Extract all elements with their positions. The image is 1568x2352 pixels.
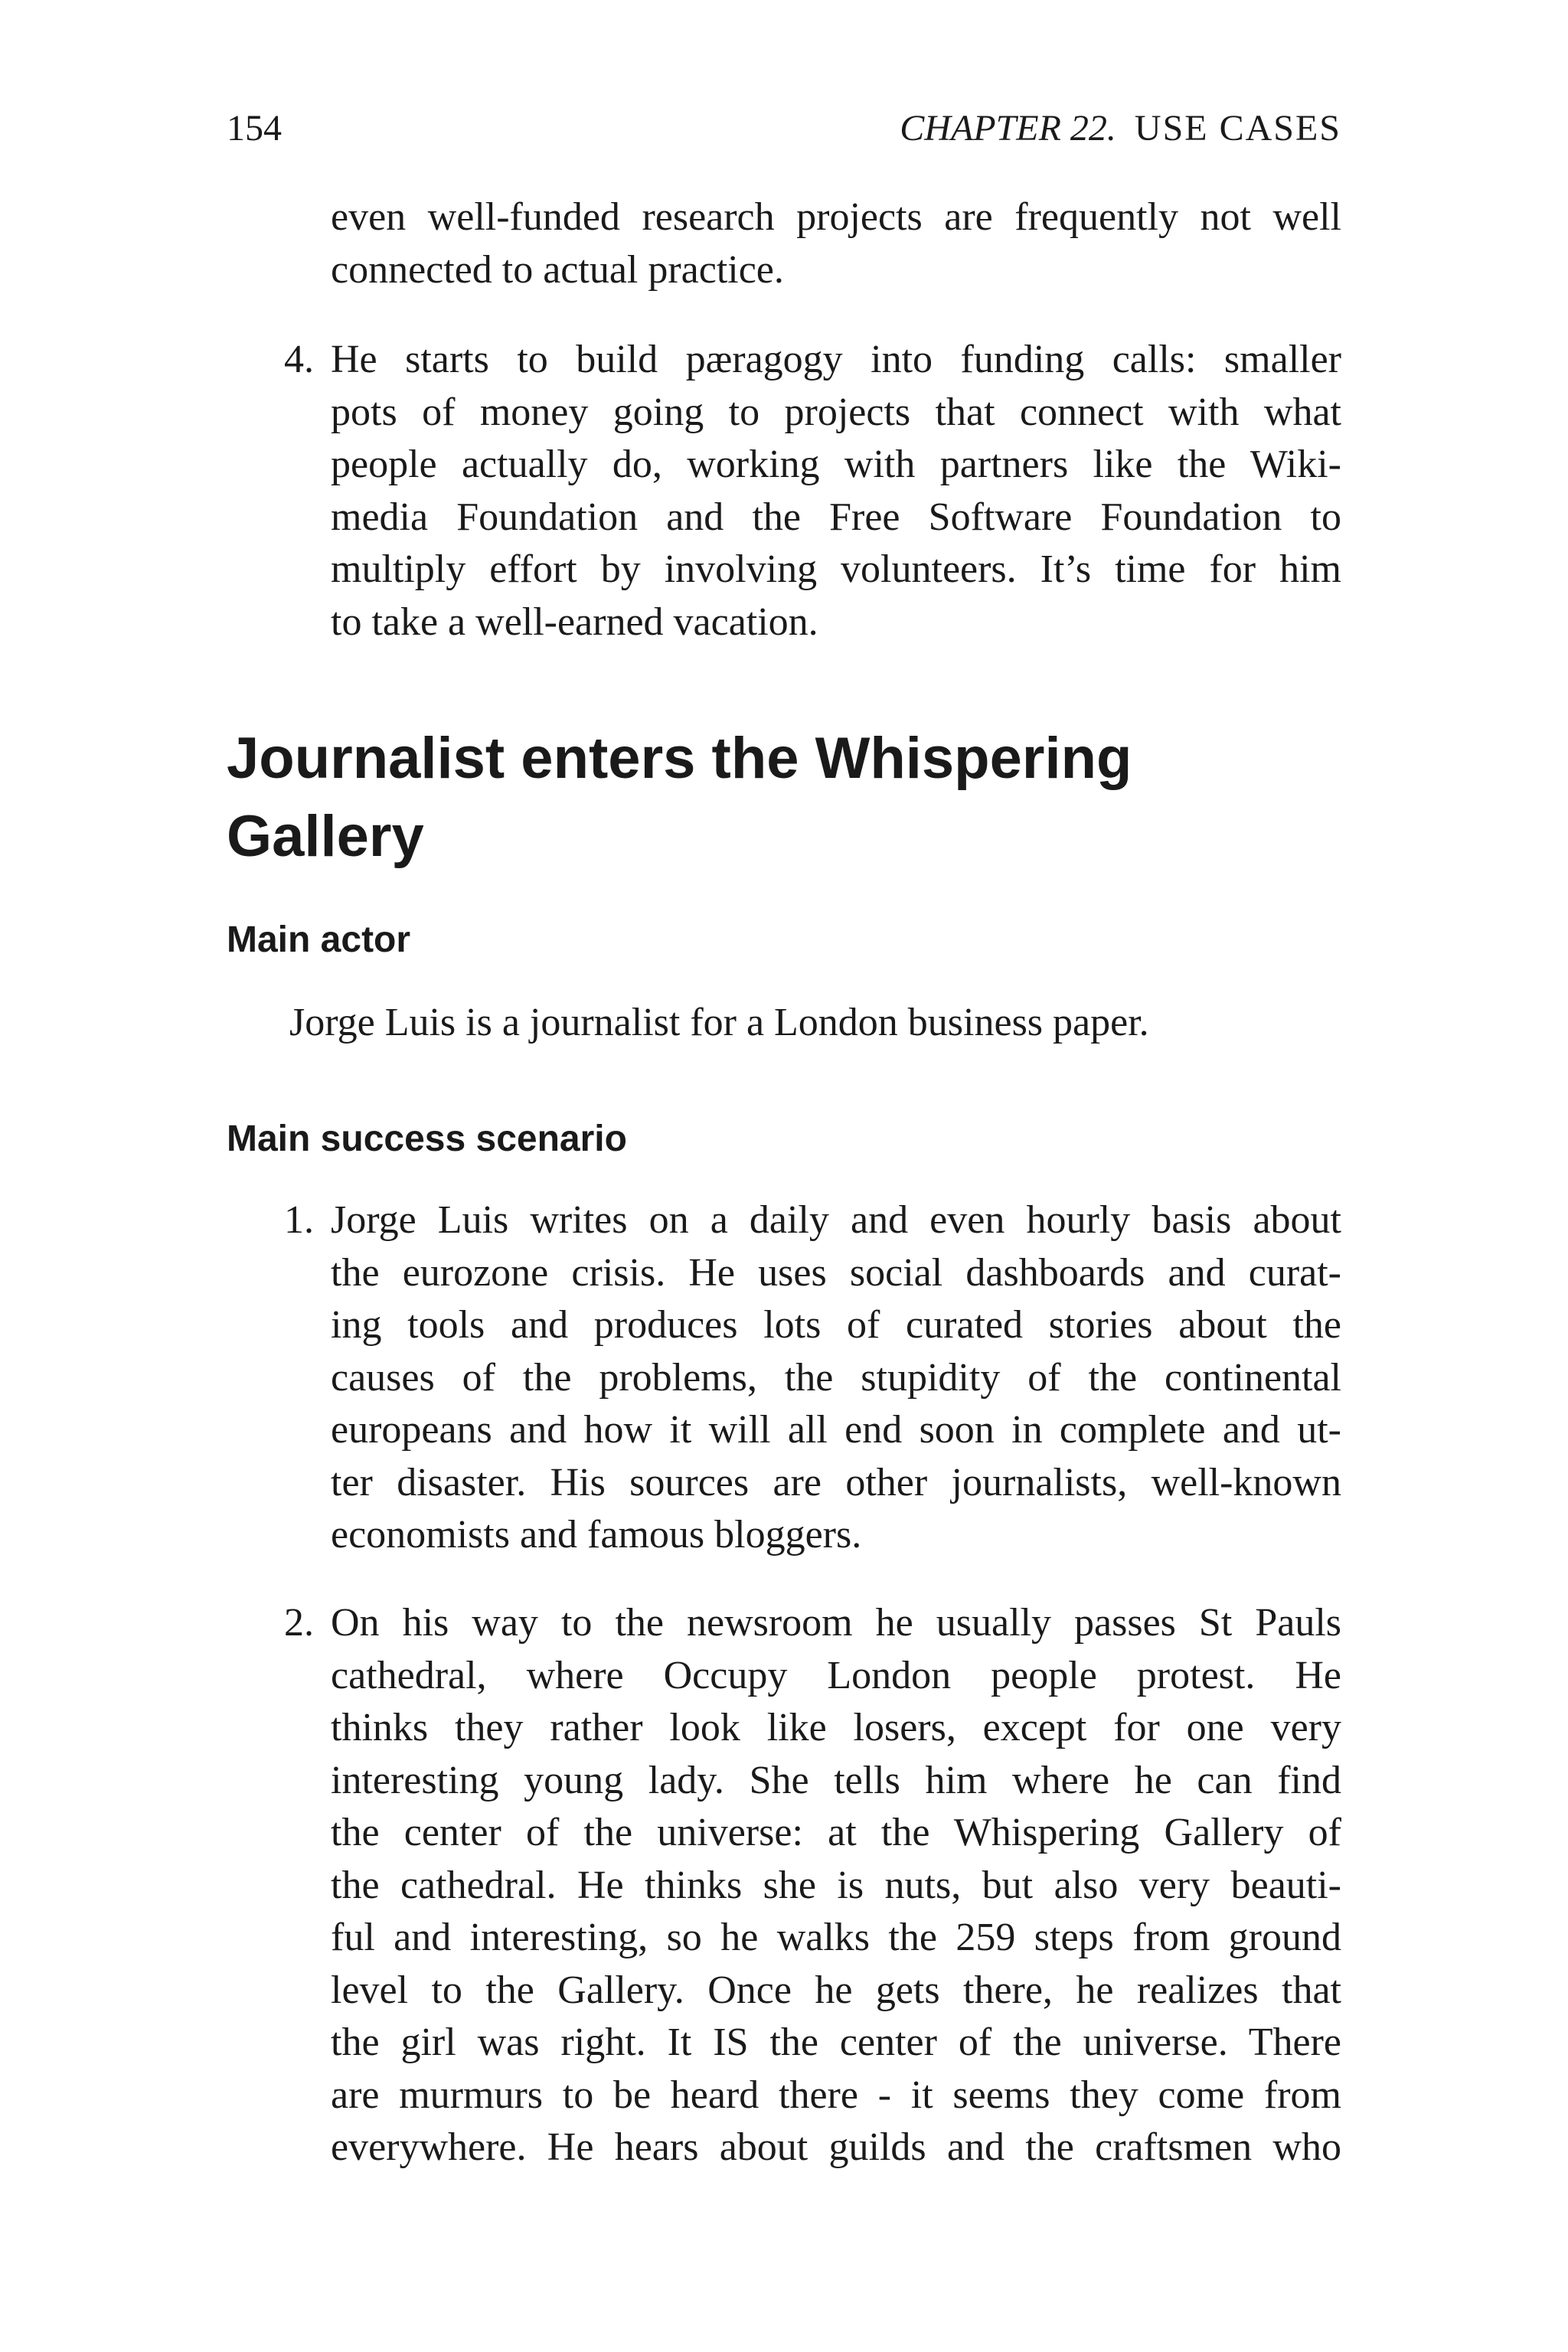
text-line: even well-funded research projects are frequently not well: [331, 195, 1341, 239]
chapter-label: CHAPTER 22.: [900, 108, 1116, 149]
text-line: to take a well-earned vacation.: [331, 599, 818, 644]
list-item-4: [331, 334, 1341, 648]
section-title: [227, 720, 1344, 876]
list-item-1: [331, 1194, 1341, 1562]
text-line: everywhere. He hears about guilds and the craftsmen who: [331, 2125, 1341, 2169]
chapter-title: [900, 104, 1341, 153]
text-line: He starts to build pæragogy into funding calls: smaller: [331, 338, 1341, 381]
list-item-number: 4.: [284, 338, 314, 381]
text-line: are murmurs to be heard there - it seems they come from: [331, 2073, 1341, 2117]
text-line: ing tools and produces lots of curated stories about the: [331, 1303, 1341, 1347]
text-line: the cathedral. He thinks she is nuts, but also very beauti-: [331, 1863, 1341, 1907]
main-actor-heading: Main actor: [227, 920, 411, 960]
text-line: the center of the universe: at the Whispering Gallery of: [331, 1811, 1341, 1854]
text-line: connected to actual practice.: [331, 247, 784, 292]
main-success-heading: Main success scenario: [227, 1119, 627, 1159]
continued-paragraph: [331, 191, 1341, 296]
list-item-2: [331, 1597, 1341, 2174]
text-line: causes of the problems, the stupidity of the continental: [331, 1355, 1341, 1400]
running-header: [227, 104, 1341, 153]
section-title-line: Gallery: [227, 804, 424, 869]
list-item-number: 1.: [284, 1198, 314, 1242]
text-line: media Foundation and the Free Software Foundation to: [331, 495, 1341, 539]
text-line: Jorge Luis writes on a daily and even hourly basis about: [331, 1198, 1341, 1242]
section-title-line: Journalist enters the Whispering: [227, 726, 1132, 791]
text-line: ful and interesting, so he walks the 259 steps from ground: [331, 1916, 1341, 1959]
text-line: economists and famous bloggers.: [331, 1513, 862, 1557]
text-line: the girl was right. It IS the center of the universe. There: [331, 2020, 1341, 2064]
text-line: On his way to the newsroom he usually passes St Pauls: [331, 1601, 1341, 1645]
page-number: 154: [227, 108, 282, 149]
text-line: people actually do, working with partners like the Wiki-: [331, 443, 1341, 486]
text-line: level to the Gallery. Once he gets there, he realizes that: [331, 1968, 1341, 2012]
text-line: interesting young lady. She tells him where he can find: [331, 1758, 1341, 1802]
text-line: europeans and how it will all end soon in complete and ut-: [331, 1408, 1341, 1452]
text-line: the eurozone crisis. He uses social dashboards and curat-: [331, 1250, 1341, 1295]
text-line: pots of money going to projects that connect with what: [331, 390, 1341, 434]
main-actor-text: Jorge Luis is a journalist for a London business paper.: [289, 1001, 1149, 1044]
list-item-number: 2.: [284, 1601, 314, 1645]
text-line: ter disaster. His sources are other journalists, well-known: [331, 1460, 1341, 1504]
chapter-name: USE CASES: [1134, 108, 1341, 149]
text-line: cathedral, where Occupy London people protest. He: [331, 1653, 1341, 1697]
text-line: thinks they rather look like losers, except for one very: [331, 1706, 1341, 1749]
text-line: multiply effort by involving volunteers. It’s time for him: [331, 547, 1341, 591]
